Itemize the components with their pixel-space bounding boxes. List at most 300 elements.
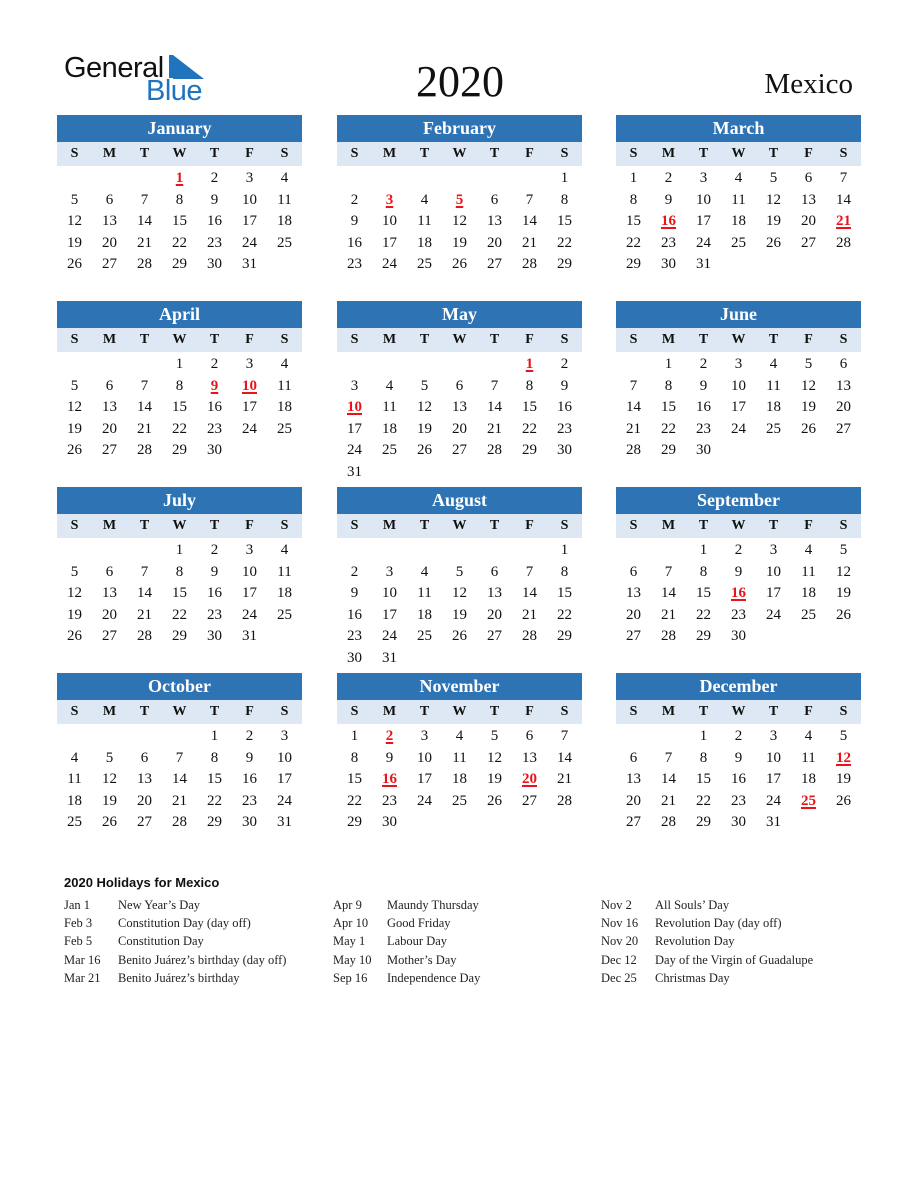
day-cell: 31: [347, 463, 362, 480]
day-cell: 21: [172, 792, 187, 809]
day-cell: 17: [277, 771, 292, 788]
days-grid: [57, 354, 302, 462]
empty-day-cell: [616, 354, 651, 376]
day-cell: 2: [350, 563, 359, 580]
day-cell: 6: [525, 728, 534, 744]
weekday-label: F: [804, 146, 813, 161]
holiday-list-item: [601, 951, 813, 969]
day-cell: 25: [417, 628, 432, 645]
month-title: February: [337, 115, 582, 142]
holiday-date: Dec 12: [601, 952, 637, 967]
day-cell: 6: [839, 356, 848, 372]
day-cell: 20: [452, 420, 467, 437]
holiday-day-cell: 16: [731, 585, 746, 602]
day-cell: 18: [452, 771, 467, 788]
day-cell: 19: [452, 234, 467, 251]
weekday-label: M: [382, 146, 397, 161]
day-cell: 1: [175, 542, 184, 558]
day-cell: 12: [801, 377, 816, 394]
holiday-list-item: [601, 969, 813, 987]
day-cell: 12: [417, 399, 432, 416]
day-cell: 22: [661, 420, 676, 437]
weekday-label: T: [489, 518, 500, 533]
holiday-date: Apr 10: [333, 916, 369, 931]
day-cell: 20: [626, 792, 641, 809]
day-cell: 31: [382, 649, 397, 666]
day-cell: 25: [277, 234, 292, 251]
empty-day-cell: [477, 354, 512, 376]
holiday-day-cell: 12: [836, 749, 851, 766]
day-cell: 21: [137, 420, 152, 437]
weekday-label: T: [139, 704, 150, 719]
day-cell: 16: [242, 771, 257, 788]
day-cell: 19: [67, 234, 82, 251]
day-cell: 5: [70, 563, 79, 580]
holiday-list-item: [64, 932, 286, 950]
holiday-name: Good Friday: [387, 916, 451, 931]
day-cell: 14: [522, 585, 537, 602]
day-cell: 26: [67, 256, 82, 273]
holiday-day-cell: 1: [175, 170, 184, 186]
day-cell: 18: [417, 606, 432, 623]
day-cell: 20: [836, 399, 851, 416]
day-cell: 13: [102, 213, 117, 230]
empty-day-cell: [616, 726, 651, 748]
holidays-list-section: [64, 875, 864, 996]
day-cell: 2: [734, 542, 743, 558]
day-cell: 23: [557, 420, 572, 437]
day-cell: 11: [417, 585, 432, 602]
day-cell: 13: [487, 585, 502, 602]
day-cell: 22: [696, 792, 711, 809]
holiday-name: Benito Juárez’s birthday: [118, 970, 240, 985]
weekday-label: T: [768, 704, 779, 719]
holiday-date: Nov 16: [601, 916, 639, 931]
weekday-label: S: [350, 332, 359, 347]
day-cell: 11: [417, 213, 432, 230]
weekday-label: W: [452, 704, 467, 719]
day-cell: 31: [696, 256, 711, 273]
weekday-label: W: [452, 332, 467, 347]
holiday-date: Jan 1: [64, 898, 91, 912]
holiday-day-cell: 2: [385, 728, 394, 744]
weekday-label: W: [731, 146, 746, 161]
days-grid: [57, 168, 302, 276]
day-cell: 2: [560, 356, 569, 372]
weekday-label: S: [839, 332, 848, 347]
days-grid: [337, 540, 582, 670]
day-cell: 29: [557, 256, 572, 273]
day-cell: 13: [137, 771, 152, 788]
month-panel-may: [337, 301, 582, 484]
day-cell: 16: [347, 234, 362, 251]
empty-day-cell: [337, 168, 372, 190]
day-cell: 27: [836, 420, 851, 437]
day-cell: 23: [661, 234, 676, 251]
day-cell: 7: [525, 563, 534, 580]
holiday-date: Nov 2: [601, 898, 632, 912]
weekday-label: T: [698, 518, 709, 533]
empty-day-cell: [372, 354, 407, 376]
empty-day-cell: [407, 168, 442, 190]
month-panel-october: [57, 673, 302, 834]
holiday-list-item: [601, 896, 813, 914]
day-cell: 6: [105, 377, 114, 394]
day-cell: 10: [417, 749, 432, 766]
day-cell: 18: [277, 585, 292, 602]
day-cell: 11: [277, 563, 292, 580]
day-cell: 15: [347, 771, 362, 788]
day-cell: 26: [801, 420, 816, 437]
day-cell: 19: [417, 420, 432, 437]
day-cell: 17: [696, 213, 711, 230]
day-cell: 9: [210, 191, 219, 208]
day-cell: 1: [560, 542, 569, 558]
day-cell: 11: [382, 399, 397, 416]
day-cell: 8: [629, 191, 638, 208]
weekday-label: T: [698, 704, 709, 719]
empty-day-cell: [127, 354, 162, 376]
day-cell: 27: [137, 814, 152, 831]
day-cell: 5: [455, 563, 464, 580]
day-cell: 29: [696, 628, 711, 645]
day-cell: 8: [560, 191, 569, 208]
day-cell: 24: [382, 628, 397, 645]
day-cell: 21: [137, 234, 152, 251]
day-cell: 26: [452, 256, 467, 273]
day-cell: 24: [347, 442, 362, 459]
weekday-label: T: [139, 332, 150, 347]
day-cell: 15: [696, 771, 711, 788]
weekday-label: M: [661, 332, 676, 347]
day-cell: 18: [731, 213, 746, 230]
day-cell: 7: [664, 749, 673, 766]
day-cell: 12: [452, 585, 467, 602]
day-cell: 6: [490, 191, 499, 208]
day-cell: 26: [487, 792, 502, 809]
day-cell: 15: [172, 213, 187, 230]
empty-day-cell: [92, 168, 127, 190]
weekday-label: F: [245, 146, 254, 161]
empty-day-cell: [512, 168, 547, 190]
day-cell: 24: [242, 420, 257, 437]
day-cell: 21: [522, 234, 537, 251]
day-cell: 5: [839, 728, 848, 744]
day-cell: 14: [557, 749, 572, 766]
empty-day-cell: [372, 168, 407, 190]
day-cell: 11: [67, 771, 82, 788]
weekday-label: W: [172, 332, 187, 347]
day-cell: 22: [557, 234, 572, 251]
day-cell: 5: [839, 542, 848, 558]
month-panel-august: [337, 487, 582, 670]
weekday-label: T: [419, 146, 430, 161]
day-cell: 13: [102, 399, 117, 416]
day-cell: 27: [626, 628, 641, 645]
weekday-label: S: [629, 332, 638, 347]
day-cell: 18: [277, 213, 292, 230]
day-cell: 11: [277, 191, 292, 208]
day-cell: 15: [626, 213, 641, 230]
day-cell: 5: [769, 170, 778, 186]
day-cell: 30: [207, 628, 222, 645]
day-cell: 1: [350, 728, 359, 744]
day-cell: 16: [207, 399, 222, 416]
empty-day-cell: [92, 726, 127, 748]
day-cell: 12: [102, 771, 117, 788]
day-cell: 1: [699, 728, 708, 744]
day-cell: 15: [522, 399, 537, 416]
day-cell: 25: [452, 792, 467, 809]
day-cell: 31: [766, 814, 781, 831]
holiday-name: Labour Day: [387, 934, 448, 949]
day-cell: 18: [801, 585, 816, 602]
month-title: January: [57, 115, 302, 142]
weekday-label: W: [172, 146, 187, 161]
day-cell: 3: [420, 728, 429, 744]
day-cell: 17: [347, 420, 362, 437]
weekday-header-row: [616, 328, 861, 352]
day-cell: 21: [137, 606, 152, 623]
day-cell: 28: [557, 792, 572, 809]
weekday-label: T: [209, 704, 220, 719]
day-cell: 18: [67, 792, 82, 809]
day-cell: 24: [417, 792, 432, 809]
weekday-label: W: [452, 146, 467, 161]
empty-day-cell: [57, 168, 92, 190]
day-cell: 3: [769, 542, 778, 558]
weekday-label: T: [419, 518, 430, 533]
holiday-name: Independence Day: [387, 970, 481, 985]
weekday-label: M: [382, 518, 397, 533]
day-cell: 20: [102, 420, 117, 437]
holiday-list-item: [333, 932, 480, 950]
day-cell: 9: [385, 749, 394, 766]
day-cell: 29: [172, 256, 187, 273]
weekday-label: T: [489, 146, 500, 161]
day-cell: 15: [696, 585, 711, 602]
day-cell: 29: [172, 442, 187, 459]
day-cell: 22: [172, 606, 187, 623]
day-cell: 8: [210, 749, 219, 766]
weekday-label: S: [70, 332, 79, 347]
empty-day-cell: [407, 540, 442, 562]
day-cell: 31: [277, 814, 292, 831]
day-cell: 23: [207, 420, 222, 437]
day-cell: 1: [560, 170, 569, 186]
day-cell: 6: [455, 377, 464, 394]
weekday-header-row: [57, 700, 302, 724]
day-cell: 9: [699, 377, 708, 394]
day-cell: 30: [207, 256, 222, 273]
days-grid: [337, 168, 582, 276]
month-panel-september: [616, 487, 861, 648]
day-cell: 28: [172, 814, 187, 831]
day-cell: 14: [137, 585, 152, 602]
holiday-name: Revolution Day: [655, 934, 735, 949]
weekday-label: M: [661, 146, 676, 161]
day-cell: 17: [766, 585, 781, 602]
day-cell: 11: [731, 191, 746, 208]
holiday-day-cell: 21: [836, 213, 851, 230]
day-cell: 7: [664, 563, 673, 580]
weekday-label: T: [419, 332, 430, 347]
day-cell: 26: [836, 792, 851, 809]
weekday-label: M: [102, 518, 117, 533]
weekday-label: F: [245, 704, 254, 719]
day-cell: 4: [420, 563, 429, 580]
day-cell: 28: [522, 256, 537, 273]
month-title: May: [337, 301, 582, 328]
empty-day-cell: [57, 726, 92, 748]
day-cell: 8: [699, 563, 708, 580]
day-cell: 4: [455, 728, 464, 744]
day-cell: 18: [801, 771, 816, 788]
weekday-label: F: [804, 332, 813, 347]
day-cell: 21: [661, 792, 676, 809]
days-grid: [616, 540, 861, 648]
holiday-name: Mother’s Day: [387, 952, 457, 967]
days-grid: [57, 540, 302, 648]
day-cell: 29: [557, 628, 572, 645]
day-cell: 13: [801, 191, 816, 208]
days-grid: [337, 726, 582, 834]
day-cell: 10: [731, 377, 746, 394]
day-cell: 2: [210, 356, 219, 372]
weekday-header-row: [57, 328, 302, 352]
day-cell: 1: [210, 728, 219, 744]
holidays-columns: [64, 896, 864, 996]
weekday-label: T: [768, 518, 779, 533]
holiday-name: All Souls’ Day: [655, 898, 730, 912]
day-cell: 20: [137, 792, 152, 809]
day-cell: 20: [487, 606, 502, 623]
day-cell: 4: [804, 542, 813, 558]
empty-day-cell: [57, 540, 92, 562]
day-cell: 17: [242, 585, 257, 602]
day-cell: 30: [347, 649, 362, 666]
holiday-list-item: [64, 914, 286, 932]
day-cell: 19: [836, 771, 851, 788]
day-cell: 22: [626, 234, 641, 251]
holiday-day-cell: 10: [242, 377, 257, 394]
day-cell: 19: [487, 771, 502, 788]
weekday-label: S: [350, 518, 359, 533]
weekday-label: W: [731, 704, 746, 719]
day-cell: 7: [525, 191, 534, 208]
day-cell: 25: [766, 420, 781, 437]
weekday-label: T: [768, 146, 779, 161]
day-cell: 9: [210, 563, 219, 580]
day-cell: 12: [67, 585, 82, 602]
day-cell: 23: [382, 792, 397, 809]
day-cell: 15: [172, 399, 187, 416]
day-cell: 29: [696, 814, 711, 831]
day-cell: 25: [67, 814, 82, 831]
weekday-label: F: [525, 518, 534, 533]
weekday-label: W: [731, 518, 746, 533]
weekday-label: T: [489, 332, 500, 347]
day-cell: 14: [661, 585, 676, 602]
day-cell: 30: [557, 442, 572, 459]
weekday-label: M: [382, 332, 397, 347]
day-cell: 21: [557, 771, 572, 788]
day-cell: 24: [766, 792, 781, 809]
weekday-label: M: [102, 332, 117, 347]
day-cell: 10: [242, 563, 257, 580]
month-title: October: [57, 673, 302, 700]
weekday-label: F: [804, 704, 813, 719]
holiday-name: Revolution Day (day off): [655, 916, 782, 931]
empty-day-cell: [442, 168, 477, 190]
day-cell: 16: [696, 399, 711, 416]
holiday-date: Dec 25: [601, 970, 637, 985]
month-panel-november: [337, 673, 582, 834]
holiday-day-cell: 20: [522, 771, 537, 788]
day-cell: 20: [801, 213, 816, 230]
holidays-heading: 2020 Holidays for Mexico: [64, 875, 220, 890]
day-cell: 17: [766, 771, 781, 788]
day-cell: 26: [67, 628, 82, 645]
empty-day-cell: [442, 354, 477, 376]
day-cell: 29: [207, 814, 222, 831]
holiday-list-item: [333, 914, 480, 932]
day-cell: 20: [102, 606, 117, 623]
day-cell: 27: [487, 256, 502, 273]
day-cell: 4: [70, 749, 79, 766]
day-cell: 5: [70, 377, 79, 394]
day-cell: 30: [731, 628, 746, 645]
day-cell: 17: [382, 606, 397, 623]
weekday-header-row: [616, 700, 861, 724]
day-cell: 26: [102, 814, 117, 831]
day-cell: 29: [626, 256, 641, 273]
day-cell: 20: [102, 234, 117, 251]
day-cell: 20: [626, 606, 641, 623]
day-cell: 4: [420, 191, 429, 208]
day-cell: 18: [382, 420, 397, 437]
days-grid: [57, 726, 302, 834]
day-cell: 17: [242, 213, 257, 230]
day-cell: 15: [557, 585, 572, 602]
day-cell: 13: [452, 399, 467, 416]
day-cell: 22: [172, 234, 187, 251]
day-cell: 23: [731, 606, 746, 623]
empty-day-cell: [512, 540, 547, 562]
weekday-label: S: [280, 518, 289, 533]
day-cell: 1: [629, 170, 638, 186]
day-cell: 22: [347, 792, 362, 809]
days-grid: [616, 168, 861, 276]
day-cell: 14: [661, 771, 676, 788]
holiday-date: Apr 9: [333, 898, 362, 912]
day-cell: 26: [836, 606, 851, 623]
day-cell: 4: [769, 356, 778, 372]
day-cell: 29: [172, 628, 187, 645]
day-cell: 6: [804, 170, 813, 186]
day-cell: 30: [207, 442, 222, 459]
day-cell: 3: [350, 377, 359, 394]
weekday-label: F: [525, 704, 534, 719]
holiday-name: Benito Juárez’s birthday (day off): [118, 952, 287, 967]
month-title: April: [57, 301, 302, 328]
month-title: March: [616, 115, 861, 142]
day-cell: 22: [522, 420, 537, 437]
holiday-name: Christmas Day: [655, 970, 730, 985]
day-cell: 24: [242, 606, 257, 623]
day-cell: 7: [839, 170, 848, 186]
day-cell: 27: [487, 628, 502, 645]
